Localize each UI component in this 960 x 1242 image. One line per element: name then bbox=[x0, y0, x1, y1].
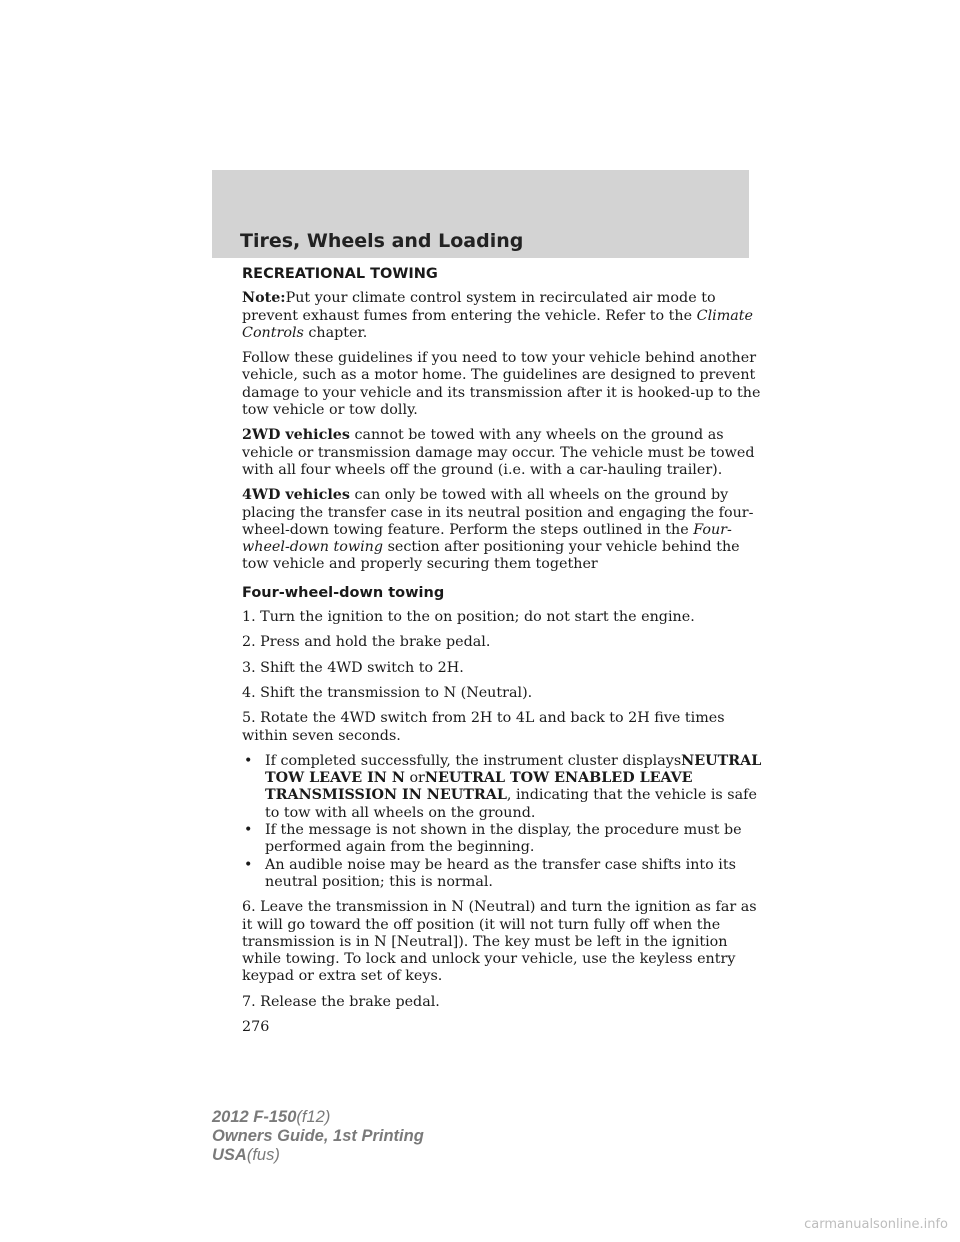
step-5: 5. Rotate the 4WD switch from 2H to 4L and back to 2H five times within seven seconds. bbox=[242, 710, 725, 744]
four-wheel-down-ref: Four-wheel-down towing bbox=[242, 521, 732, 556]
two-wd-paragraph: 2WD vehicles cannot be towed with any wheels on the ground as vehicle or transmission damage may occur. The vehicle must be towed with all four wheels off the ground (i.e. with a car-hauling trailer). bbox=[242, 427, 755, 478]
step-5-bullets bbox=[242, 753, 762, 891]
bullet-item: • An audible noise may be heard as the transfer case shifts into its neutral position; this is normal. bbox=[244, 856, 736, 890]
step-6: 6. Leave the transmission in N (Neutral) and turn the ignition as far as it will go toward the off position (it will not turn fully off when the transmission is in N [Neutral]). The key must be left in the ignition while towing. To lock and unlock your vehicle, use the keyless entry keypad or extra set of keys. bbox=[242, 899, 757, 985]
four-wd-label: 4WD vehicles bbox=[242, 487, 350, 504]
step-1: 1. Turn the ignition to the on position; do not start the engine. bbox=[242, 609, 695, 626]
note-label: Note: bbox=[242, 290, 286, 307]
bullet-glyph: • bbox=[244, 822, 253, 839]
section-heading: RECREATIONAL TOWING bbox=[242, 266, 438, 282]
chapter-header-band bbox=[212, 170, 749, 258]
step-7: 7. Release the brake pedal. bbox=[242, 993, 440, 1010]
neutral-tow-message-1: NEUTRAL TOW LEAVE IN N bbox=[265, 752, 762, 787]
two-wd-label: 2WD vehicles bbox=[242, 427, 350, 444]
four-wd-paragraph: 4WD vehicles can only be towed with all wheels on the ground by placing the transfer case in its neutral position and engaging the four-wheel-down towing feature. Perform the steps outlined in the Four-wheel-down towing section after positioning your vehicle behind the tow vehicle and properly securing them together bbox=[242, 487, 754, 573]
step-2: 2. Press and hold the brake pedal. bbox=[242, 634, 491, 651]
neutral-tow-message-2: NEUTRAL TOW ENABLED LEAVE TRANSMISSION IN NEUTRAL bbox=[265, 770, 693, 804]
page-content bbox=[242, 266, 762, 1036]
footer-region-line: USA(fus) bbox=[212, 1146, 280, 1164]
bullet-glyph: • bbox=[244, 856, 253, 873]
subsection-heading: Four-wheel-down towing bbox=[242, 584, 445, 601]
page-number: 276 bbox=[242, 1018, 270, 1035]
climate-controls-ref: Climate Controls bbox=[242, 307, 753, 341]
note-paragraph: Note:Put your climate control system in recirculated air mode to prevent exhaust fumes from entering the vehicle. Refer to the Climate Controls chapter. bbox=[242, 290, 753, 341]
bullet-item: • If completed successfully, the instrument cluster displaysNEUTRAL TOW LEAVE IN N orNEUTRAL TOW ENABLED LEAVE TRANSMISSION IN NEUTRAL, indicating that the vehicle is safe to tow with all wheels on the ground. bbox=[244, 752, 762, 821]
site-watermark: carmanualsonline.info bbox=[804, 1217, 948, 1232]
footer-guide-line: Owners Guide, 1st Printing bbox=[212, 1127, 424, 1145]
print-footer bbox=[212, 1108, 424, 1165]
step-4: 4. Shift the transmission to N (Neutral). bbox=[242, 684, 533, 701]
intro-paragraph: Follow these guidelines if you need to tow your vehicle behind another vehicle, such as a motor home. The guidelines are designed to prevent damage to your vehicle and its transmission after it is hooked-up to the tow vehicle or tow dolly. bbox=[242, 350, 761, 419]
chapter-title: Tires, Wheels and Loading bbox=[240, 230, 524, 252]
bullet-item: • If the message is not shown in the display, the procedure must be performed again from the beginning. bbox=[244, 822, 742, 856]
step-3: 3. Shift the 4WD switch to 2H. bbox=[242, 659, 464, 676]
bullet-glyph: • bbox=[244, 752, 253, 769]
footer-model-line: 2012 F-150(f12) bbox=[212, 1108, 331, 1126]
